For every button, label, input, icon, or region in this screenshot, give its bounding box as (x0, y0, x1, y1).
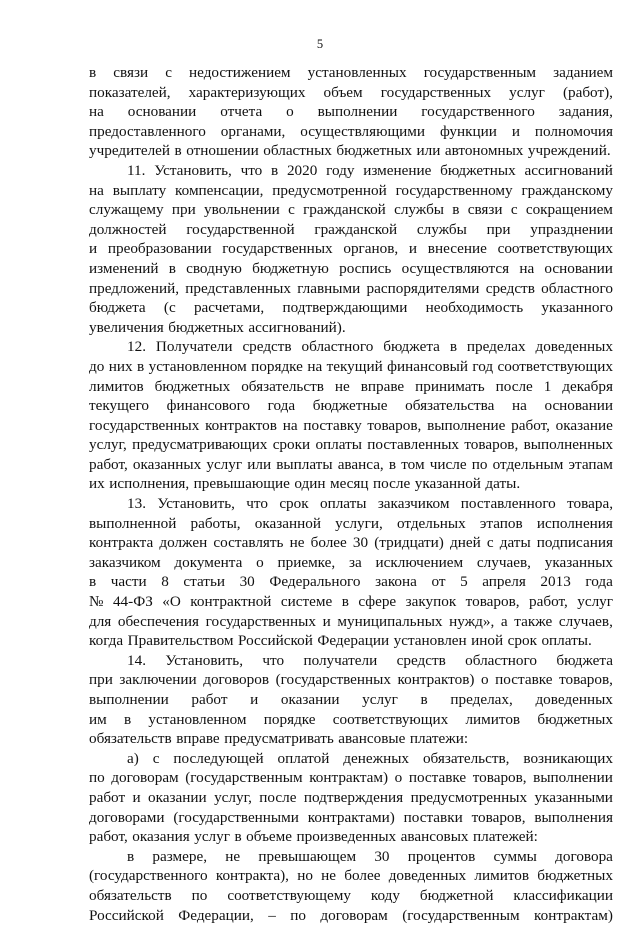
text-line: обязательств вправе предусматривать авансовые платежи: (89, 730, 469, 748)
text-line: работ, оказания услуг в объеме произведенных авансовых платежей: (89, 828, 538, 846)
text-line: 12. Получатели средств областного бюджета в пределах доведенных (127, 338, 613, 356)
text-line: 13. Установить, что срок оплаты заказчиком поставленного товара, (127, 495, 613, 513)
text-line: предоставленного органами, осуществляющими функции и полномочия (89, 122, 613, 140)
text-line: текущего финансового года бюджетные обязательства на основании (89, 397, 613, 415)
text-line: изменений в сводную бюджетную роспись осуществляются на основании (89, 259, 613, 277)
text-line: в размере, не превышающем 30 процентов суммы договора (127, 847, 613, 865)
text-line: 14. Установить, что получатели средств областного бюджета (127, 651, 613, 669)
text-line: на основании отчета о выполнении государственного задания, (89, 103, 613, 121)
text-line: услуг, предусматривающих сроки оплаты поставленных товаров, выполненных (89, 436, 613, 454)
text-line: заказчиком документа о приемке, за исключением случаев, указанных (89, 553, 613, 571)
text-line: учредителей в отношении областных бюджетных или автономных учреждений. (89, 142, 611, 160)
page-number: 5 (316, 37, 324, 51)
text-line: в связи с недостижением установленных государственным заданием (89, 64, 613, 81)
text-line: по договорам (государственным контрактам) о поставке товаров, выполнении (89, 769, 613, 787)
text-line: на выплату компенсации, предусмотренной государственному гражданскому (89, 181, 613, 199)
text-line: выполненной работы, оказанной услуги, отдельных этапов исполнения (89, 514, 613, 532)
text-line: должностей государственной гражданской службы при упразднении (89, 220, 613, 238)
text-line: № 44-ФЗ «О контрактной системе в сфере закупок товаров, работ, услуг (89, 593, 613, 611)
text-line: предложений, представленных главными распорядителями средств областного (89, 279, 613, 297)
text-line: 11. Установить, что в 2020 году изменение бюджетных ассигнований (127, 161, 613, 179)
text-line: до них в установленном порядке на текущий финансовый год соответствующих (89, 357, 613, 375)
text-line: бюджета (с расчетами, подтверждающими необходимость указанного (89, 299, 613, 317)
text-line: им в установленном порядке соответствующих лимитов бюджетных (89, 710, 613, 728)
text-line: когда Правительством Российской Федерации установлен иной срок оплаты. (89, 632, 592, 650)
text-line: Российской Федерации, – по договорам (государственным контрактам) (89, 906, 613, 924)
text-line: выполнении работ и оказании услуг в пределах, доведенных (89, 691, 613, 708)
text-line: увеличения бюджетных ассигнований). (89, 318, 346, 336)
text-line: государственных контрактов на поставку товаров, выполнение работ, оказание (89, 416, 613, 434)
text-line: показателей, характеризующих объем государственных услуг (работ), (89, 83, 613, 101)
text-line: работ и оказании услуг, после подтверждения предусмотренных указанными (89, 788, 613, 806)
text-line: а) с последующей оплатой денежных обязательств, возникающих (127, 749, 613, 767)
text-line: для обеспечения государственных и муниципальных нужд», а также случаев, (89, 612, 613, 630)
text-line: в части 8 статьи 30 Федерального закона от 5 апреля 2013 года (89, 573, 613, 591)
document-body-text (89, 63, 613, 925)
text-line: их исполнения, превышающие один месяц после указанной даты. (89, 475, 521, 493)
text-line: (государственного контракта), но не более доведенных лимитов бюджетных (89, 867, 613, 885)
text-line: контракта должен составлять не более 30 (тридцати) дней с даты подписания (89, 534, 613, 552)
text-line: служащему при увольнении с гражданской службы в связи с сокращением (89, 201, 613, 219)
text-line: и преобразовании государственных органов, и внесение соответствующих (89, 240, 613, 258)
text-line: при заключении договоров (государственных контрактов) о поставке товаров, (89, 671, 613, 689)
text-line: договорами (государственными контрактами) поставки товаров, выполнения (89, 808, 613, 826)
text-line: лимитов бюджетных обязательств не вправе принимать после 1 декабря (89, 377, 613, 395)
text-line: работ, оказанных услуг или выплаты аванса, в том числе по отдельным этапам (89, 455, 613, 473)
text-line: обязательств по соответствующему коду бюджетной классификации (89, 886, 613, 904)
